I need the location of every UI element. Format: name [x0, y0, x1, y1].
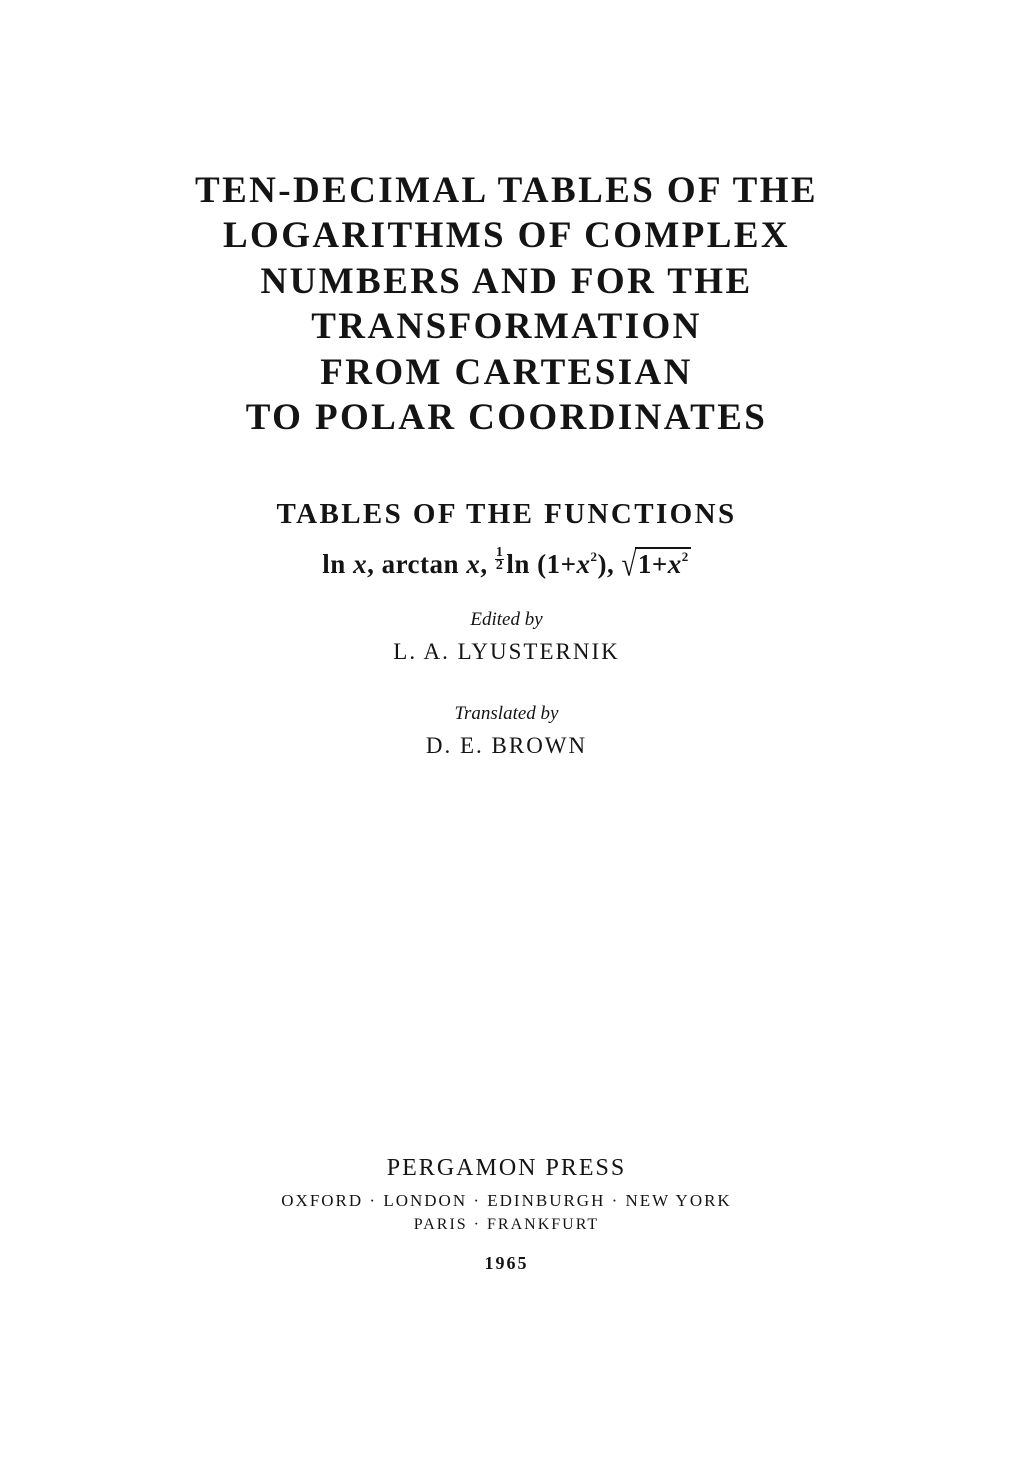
function-half-ln-variable: x	[576, 549, 591, 579]
book-title	[0, 168, 1013, 440]
radicand-variable: x	[667, 549, 682, 579]
publication-year: 1965	[484, 1253, 529, 1273]
radicand-constant: 1+	[637, 549, 668, 579]
book-title-line: FROM CARTESIAN	[320, 351, 693, 393]
function-half-ln-open: (1+	[537, 549, 577, 579]
edited-by-label: Edited by	[470, 609, 543, 630]
book-title-line: TO POLAR COORDINATES	[245, 397, 768, 439]
book-title-line: TRANSFORMATION	[311, 306, 702, 348]
editor-name: L. A. LYUSTERNIK	[393, 639, 620, 664]
function-half-ln-name: ln	[506, 549, 530, 579]
book-title-line: TEN-DECIMAL TABLES OF THE	[194, 170, 819, 211]
function-arctan-name: arctan	[381, 549, 460, 579]
book-title-line: NUMBERS AND FOR THE	[260, 260, 753, 302]
translator-name: D. E. BROWN	[425, 733, 588, 758]
function-ln-variable: x	[353, 549, 368, 579]
square-root-sign: √	[621, 545, 637, 583]
formula-separator: ,	[480, 549, 488, 579]
book-title-line: LOGARITHMS OF COMPLEX	[222, 215, 791, 257]
fraction-denominator: 2	[495, 558, 504, 573]
publisher-name: PERGAMON PRESS	[386, 1155, 627, 1181]
radicand-exponent: 2	[681, 549, 689, 564]
function-ln-name: ln	[322, 549, 346, 579]
subtitle: TABLES OF THE FUNCTIONS	[276, 498, 737, 530]
function-half-ln-close: ),	[597, 549, 615, 579]
function-half-ln-exponent: 2	[590, 549, 598, 564]
functions-formula	[0, 546, 1013, 582]
publisher-cities-line-2: PARIS · FRANKFURT	[413, 1216, 600, 1233]
translated-by-label: Translated by	[454, 703, 559, 724]
function-arctan-variable: x	[466, 549, 481, 579]
fraction-numerator: 1	[495, 545, 504, 560]
square-root-radicand	[635, 547, 691, 579]
one-half-fraction	[495, 547, 505, 572]
publisher-cities-line-1: OXFORD · LONDON · EDINBURGH · NEW YORK	[281, 1191, 732, 1210]
formula-separator: ,	[367, 549, 375, 579]
